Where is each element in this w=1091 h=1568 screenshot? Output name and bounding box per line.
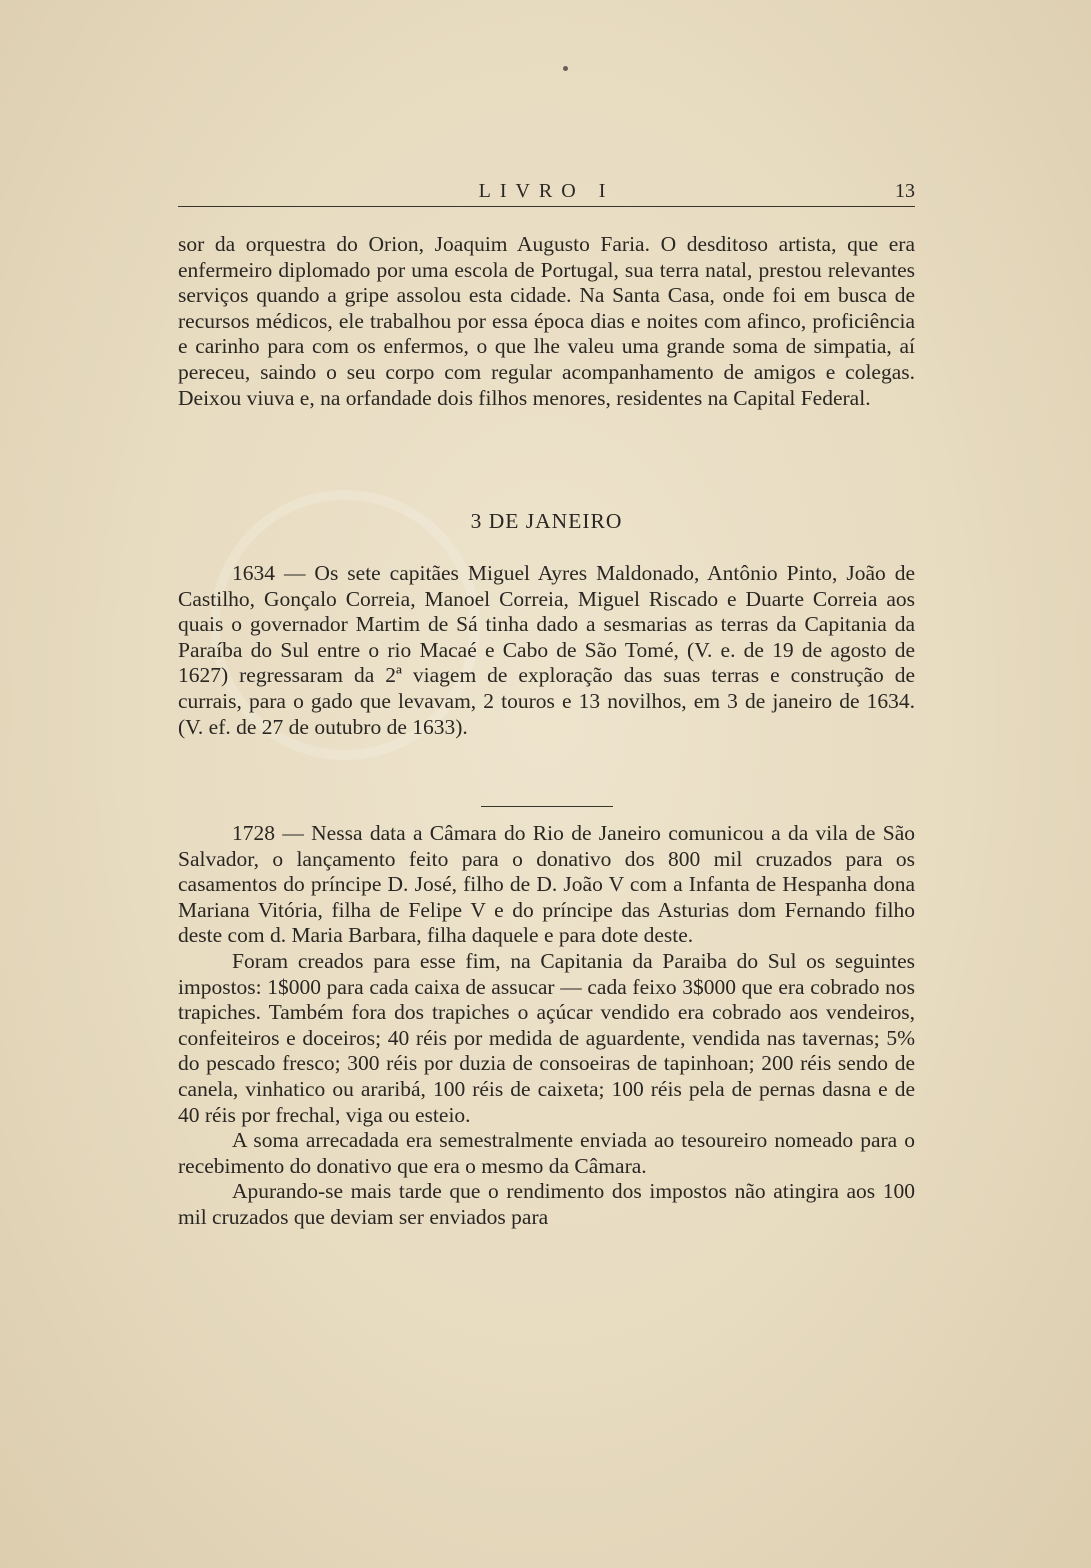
entry-1728-paragraph: 1728 — Nessa data a Câmara do Rio de Janeiro comunicou a da vila de São Salvador, o lançamento feito para o donativo dos 800 mil cruzados para os casamentos do príncipe D. José, filho de D. João V com a Infanta de Hespanha dona Mariana Vitória, filha de Felipe V e do príncipe das Asturias dom Fernando filho deste com d. Maria Barbara, filha daquele e para dote deste.	[178, 821, 915, 948]
running-head: LIVRO I	[478, 180, 615, 202]
section-title: 3 DE JANEIRO	[470, 509, 623, 533]
header-rule	[178, 206, 915, 207]
page-number: 13	[895, 180, 915, 202]
entry-1634-block	[178, 561, 915, 740]
continued-paragraph-block	[178, 232, 915, 411]
entry-1728-block	[178, 821, 915, 1231]
entry-1728-paragraph: Foram creados para esse fim, na Capitania da Paraiba do Sul os seguintes impostos: 1$000 para cada caixa de assucar — cada feixo 3$000 que era cobrado nos trapiches. Também fora dos trapiches o açúcar vendido era cobrado aos vendeiros, confeiteiros e doceiros; 40 réis por medida de aguardente, vendida nas tavernas; 5% do pescado fresco; 300 réis por duzia de consoeiras de tapinhoan; 200 réis sendo de canela, vinhatico ou araribá, 100 réis de caixeta; 100 réis pela de pernas dasna e de 40 réis por frechal, viga ou esteio.	[178, 948, 915, 1127]
entry-1634: 1634 — Os sete capitães Miguel Ayres Maldonado, Antônio Pinto, João de Castilho, Gonçalo Correia, Manoel Correia, Miguel Riscado e Duarte Correia aos quais o governador Martim de Sá tinha dado a sesmarias as terras da Capitania da Paraíba do Sul entre o rio Macaé e Cabo de São Tomé, (V. e. de 19 de agosto de 1627) regressaram da 2ª viagem de exploração das suas terras e construção de currais, para o gado que levavam, 2 touros e 13 novilhos, em 3 de janeiro de 1634. (V. ef. de 27 de outubro de 1633).	[178, 561, 915, 739]
page-header	[178, 178, 915, 208]
separator-rule	[481, 806, 613, 807]
paragraph: sor da orquestra do Orion, Joaquim Augusto Faria. O desditoso artista, que era enfermeiro diplomado por uma escola de Portugal, sua terra natal, prestou relevantes serviços quando a gripe assolou esta cidade. Na Santa Casa, onde foi em busca de recursos médicos, ele trabalhou por essa época dias e noites com afinco, proficiência e carinho para com os enfermos, o que lhe valeu uma grande soma de simpatia, aí pereceu, saindo o seu corpo com regular acompanhamento de amigos e colegas. Deixou viuva e, na orfandade dois filhos menores, residentes na Capital Federal.	[178, 232, 915, 410]
ink-dot	[563, 66, 568, 71]
entry-1728-paragraph: Apurando-se mais tarde que o rendimento dos impostos não atingira aos 100 mil cruzados que deviam ser enviados para	[178, 1179, 915, 1229]
entry-1728-paragraph: A soma arrecadada era semestralmente enviada ao tesoureiro nomeado para o recebimento do donativo que era o mesmo da Câmara.	[178, 1128, 915, 1178]
